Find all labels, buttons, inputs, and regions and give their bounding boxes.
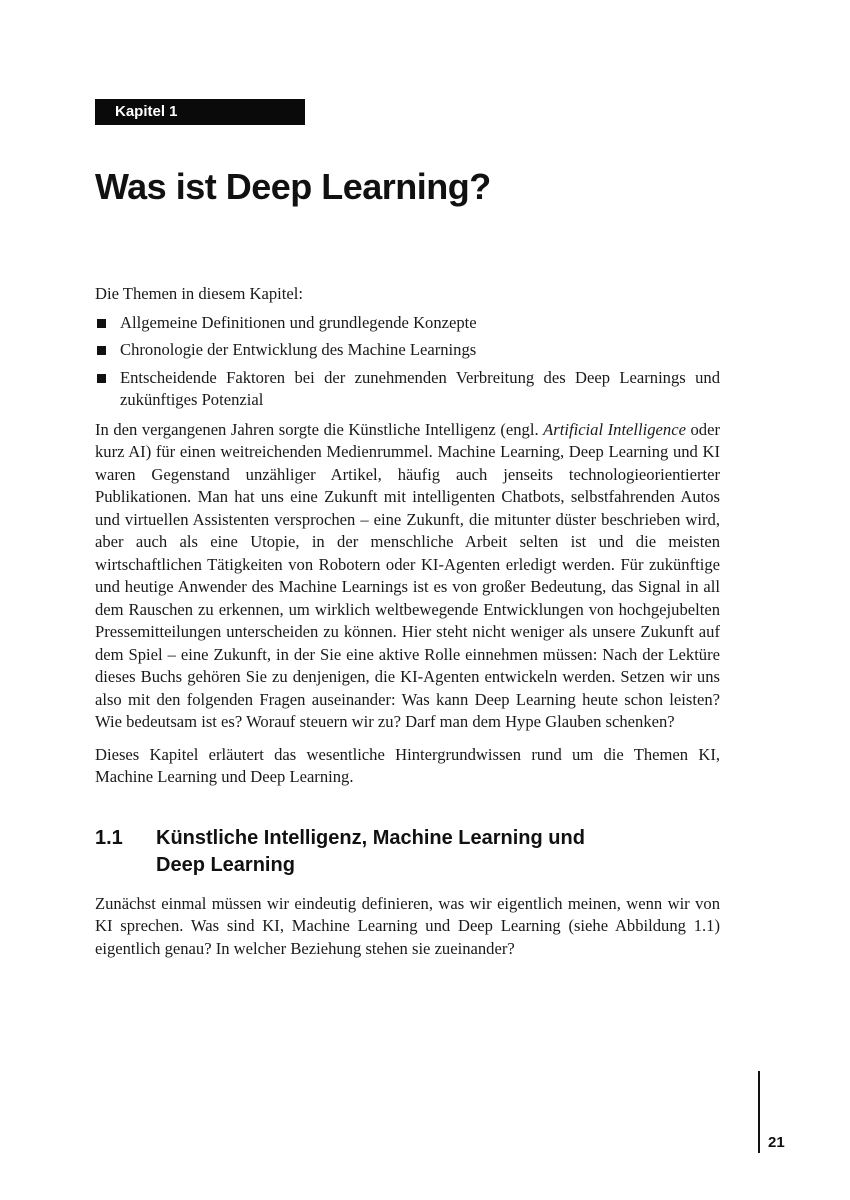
section-heading [95, 825, 720, 879]
page-content [95, 283, 720, 970]
section-number: 1.1 [95, 826, 123, 849]
square-bullet-icon [97, 319, 106, 328]
body-paragraph [95, 419, 720, 734]
italic-term: Artificial Intelligence [543, 419, 686, 439]
square-bullet-icon [97, 346, 106, 355]
square-bullet-icon [97, 374, 106, 383]
paragraph-text: oder kurz AI) für einen weitreichenden Medienrummel. Machine Learning, Deep Learning und KI waren Gegenstand unzähliger Artikel, häufig auch jenseits technologieorientierter Publikationen. Man hat uns eine Zukunft mit intelligenten Chatbots, selbstfahrenden Autos und virtuellen Assistenten versprochen – eine Zukunft, die mitunter düster beschrieben wird, aber auch als eine Utopie, in der menschliche Arbeit selten ist und die meisten wirtschaftlichen Tätigkeiten von Robotern oder KI-Agenten erledigt werden. Für zukünftige und heutige Anwender des Machine Learnings ist es von großer Bedeutung, das Signal in all dem Rauschen zu erkennen, um wirklich weltbewegende Entwicklungen von hochgejubelten Pressemitteilungen unterscheiden zu können. Hier steht nicht weniger als unsere Zukunft auf dem Spiel – eine Zukunft, in der Sie eine aktive Rolle einnehmen müssen: Nach der Lektüre dieses Buchs gehören Sie zu denjenigen, die KI-Agenten entwickeln werden. Setzen wir uns also mit den folgenden Fragen auseinander: Was kann Deep Learning heute schon leisten? Wie bedeutsam ist es? Worauf steuern wir zu? Darf man dem Hype Glauben schenken? [95, 419, 720, 731]
page-number: 21 [768, 1134, 785, 1151]
body-paragraph: Zunächst einmal müssen wir eindeutig definieren, was wir eigentlich meinen, wenn wir von KI sprechen. Was sind KI, Machine Learning und Deep Learning (siehe Abbildung 1.1) eigentlich genau? In welcher Beziehung stehen sie zueinander? [95, 893, 720, 958]
topic-text: Entscheidende Faktoren bei der zunehmenden Verbreitung des Deep Learnings und zukünftiges Potenzial [120, 367, 720, 409]
chapter-title: Was ist Deep Learning? [95, 166, 491, 207]
topics-intro: Die Themen in diesem Kapitel: [95, 284, 303, 303]
list-item [95, 367, 720, 412]
body-paragraph: Dieses Kapitel erläutert das wesentliche Hintergrundwissen rund um die Themen KI, Machine Learning und Deep Learning. [95, 744, 720, 786]
page-number-rule [758, 1071, 760, 1153]
list-item [95, 312, 720, 335]
topic-text: Allgemeine Definitionen und grundlegende Konzepte [120, 312, 477, 332]
chapter-label: Kapitel 1 [95, 99, 305, 125]
section-title: Künstliche Intelligenz, Machine Learning und Deep Learning [156, 826, 585, 876]
paragraph-text: In den vergangenen Jahren sorgte die Künstliche Intelligenz (engl. [95, 419, 544, 439]
topics-list [95, 312, 720, 412]
topic-text: Chronologie der Entwicklung des Machine Learnings [120, 340, 477, 359]
list-item [95, 339, 720, 362]
